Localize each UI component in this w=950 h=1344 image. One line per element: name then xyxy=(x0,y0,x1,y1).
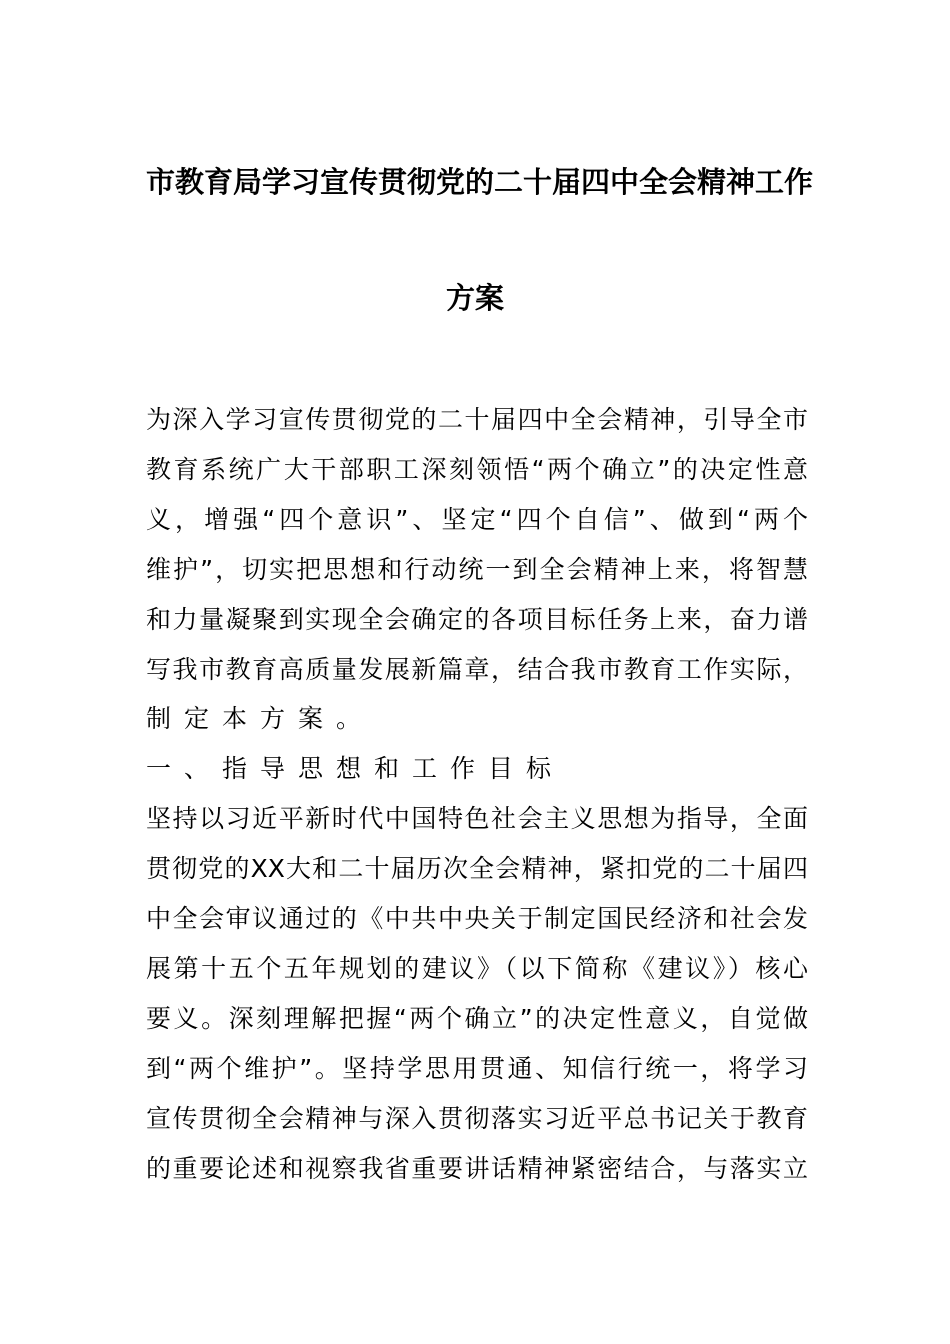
body-text-line: 到“两个维护”。坚持学思用贯通、知信行统一，将学习 xyxy=(146,1053,808,1083)
body-text-line: 和力量凝聚到实现全会确定的各项目标任务上来，奋力谱 xyxy=(146,604,808,634)
document-title-line-1: 市教育局学习宣传贯彻党的二十届四中全会精神工作 xyxy=(146,165,814,199)
body-text-line: 维护”，切实把思想和行动统一到全会精神上来，将智慧 xyxy=(146,554,808,584)
body-text-line: 坚持以习近平新时代中国特色社会主义思想为指导，全面 xyxy=(146,804,808,834)
body-text-line: 宣传贯彻全会精神与深入贯彻落实习近平总书记关于教育 xyxy=(146,1103,808,1133)
section-heading: 一、指导思想和工作目标 xyxy=(146,754,565,784)
document-title-line-2: 方案 xyxy=(445,281,504,315)
body-text-line: 教育系统广大干部职工深刻领悟“两个确立”的决定性意 xyxy=(146,454,808,484)
body-text-line: 贯彻党的XX大和二十届历次全会精神，紧扣党的二十届四 xyxy=(146,854,808,884)
body-text-line: 为深入学习宣传贯彻党的二十届四中全会精神，引导全市 xyxy=(146,405,808,434)
body-text-line: 的重要论述和视察我省重要讲话精神紧密结合，与落实立 xyxy=(146,1153,808,1183)
body-text-line: 中全会审议通过的《中共中央关于制定国民经济和社会发 xyxy=(146,904,808,933)
body-text-line: 要义。深刻理解把握“两个确立”的决定性意义，自觉做 xyxy=(146,1003,808,1033)
body-text-line: 写我市教育高质量发展新篇章，结合我市教育工作实际， xyxy=(146,654,808,684)
body-text-line: 展第十五个五年规划的建议》（以下简称《建议》）核心 xyxy=(146,953,808,983)
body-text-line: 制定本方案。 xyxy=(146,704,375,734)
body-text-line: 义，增强“四个意识”、坚定“四个自信”、做到“两个 xyxy=(146,504,808,534)
